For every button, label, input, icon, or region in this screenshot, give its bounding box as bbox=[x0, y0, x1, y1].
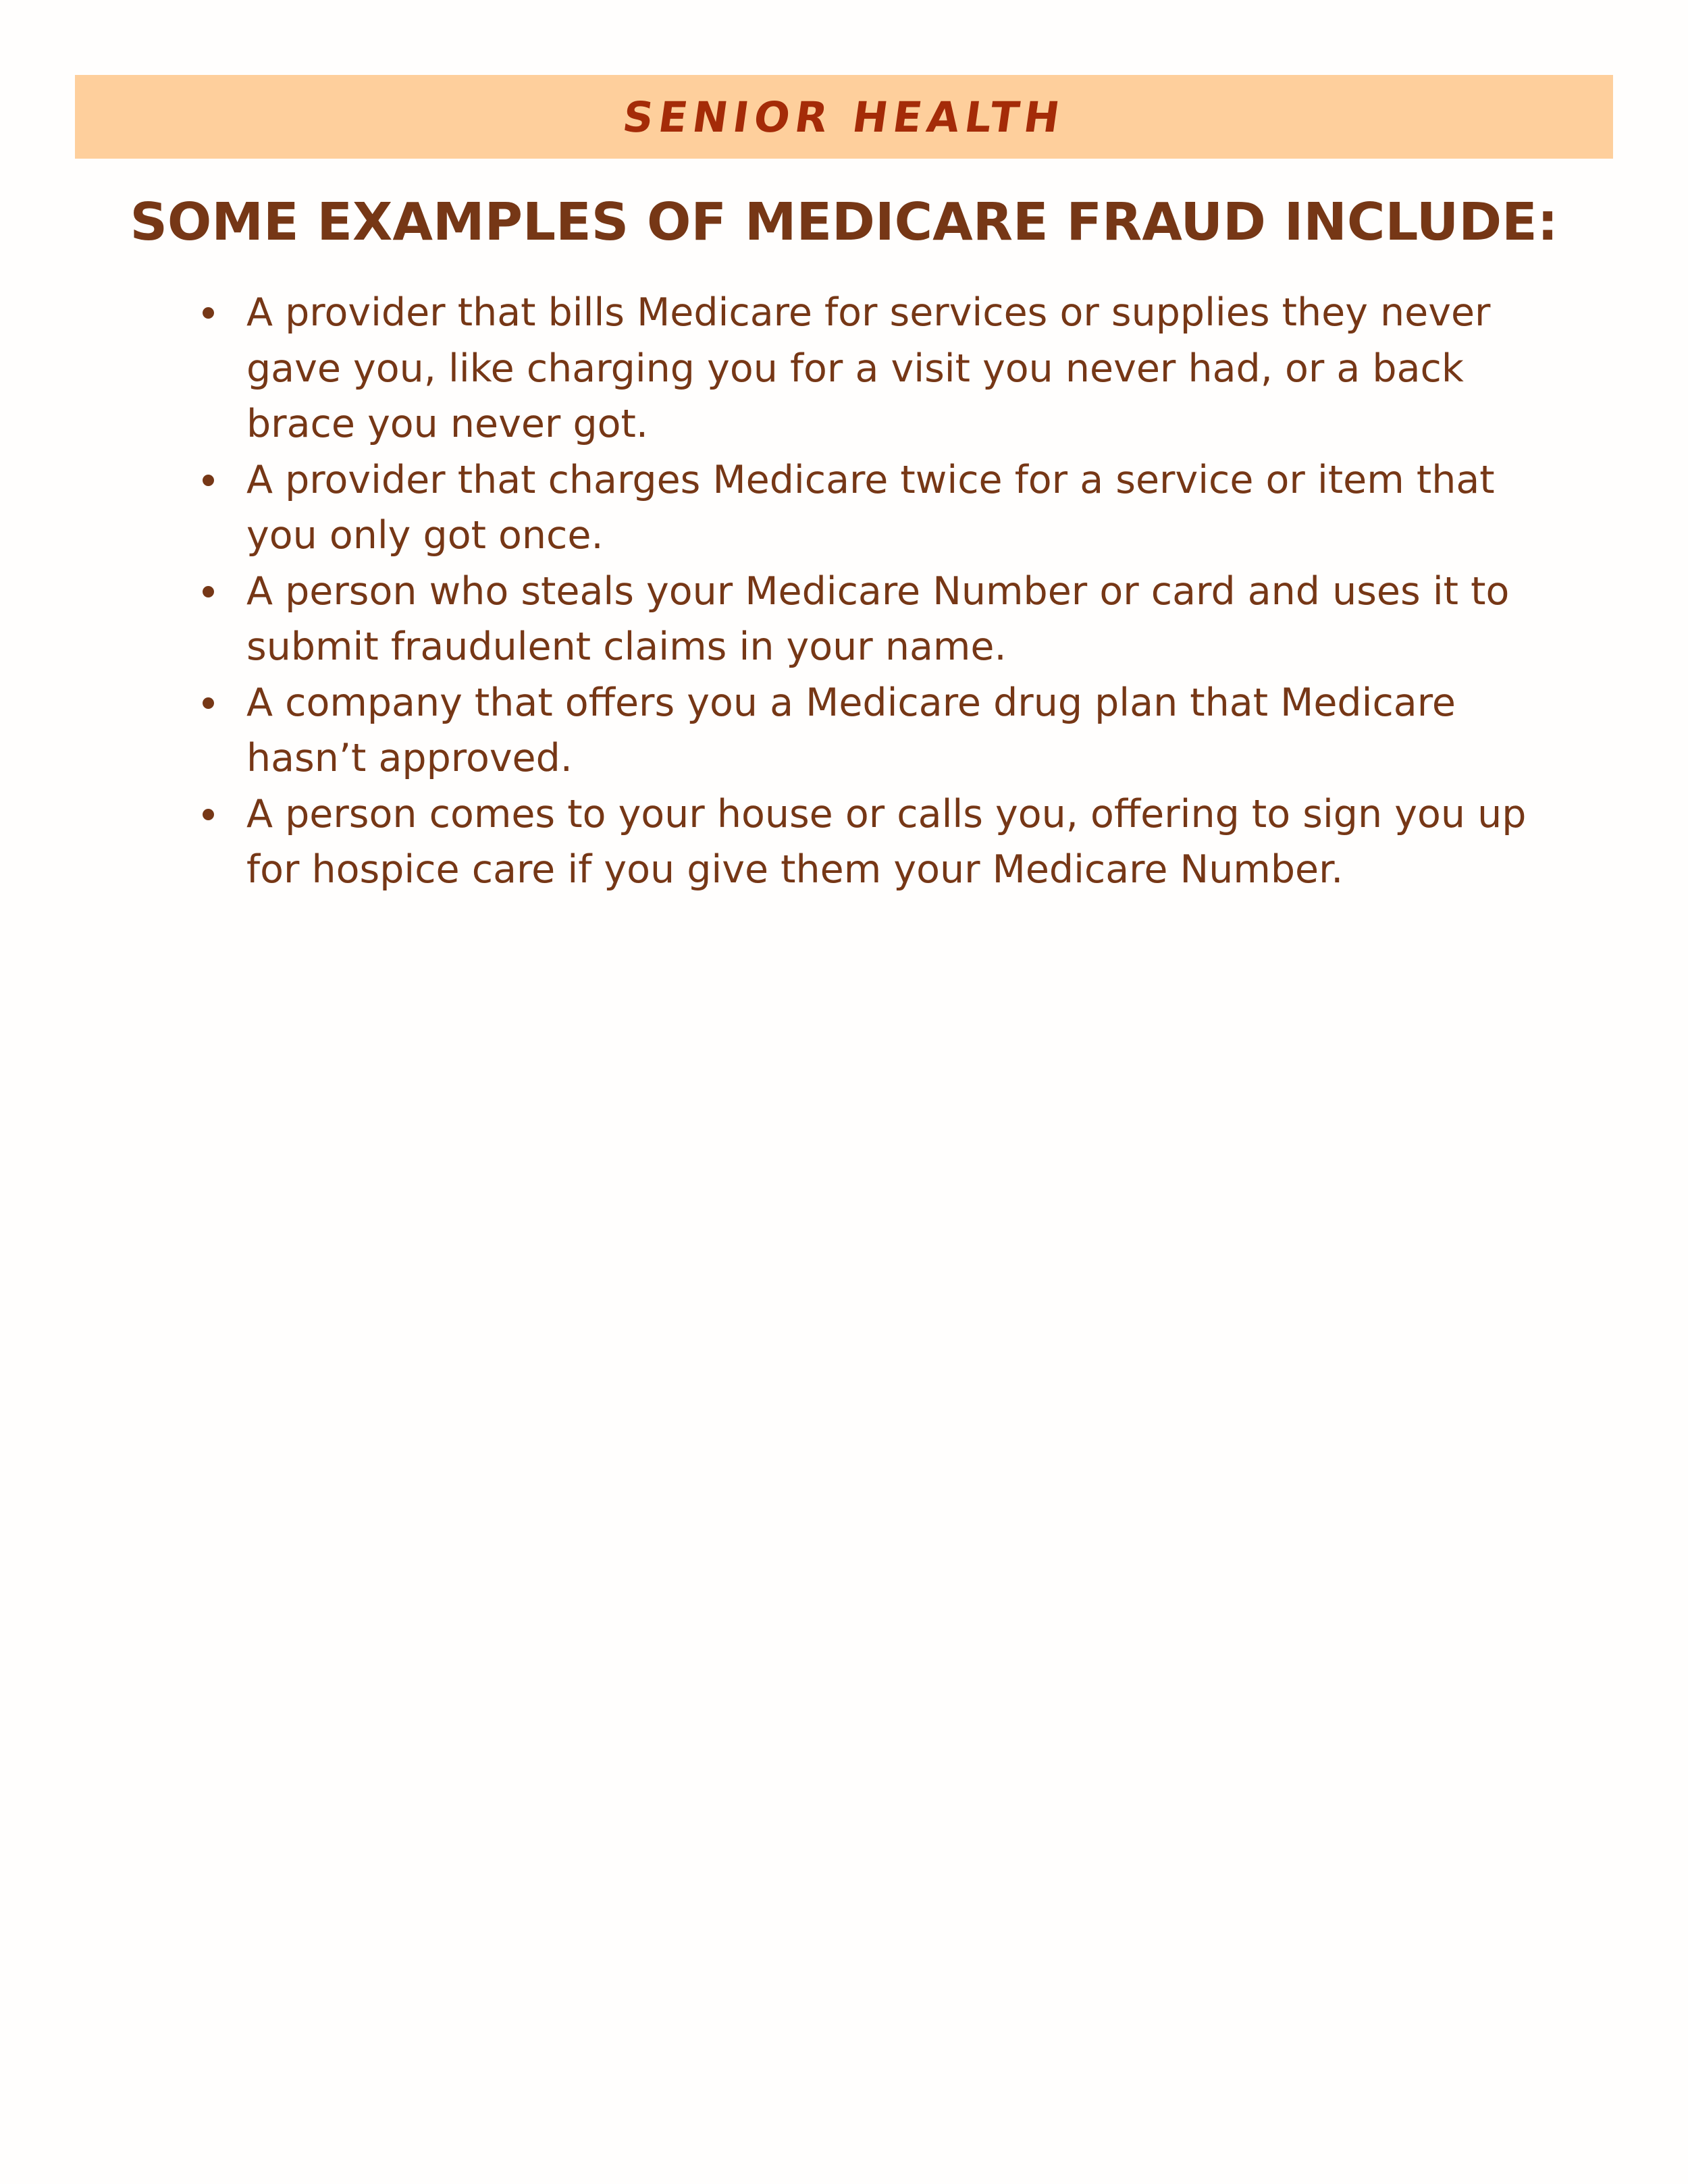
bullet-icon bbox=[203, 586, 214, 597]
list-item-text: A company that offers you a Medicare drug plan that Medicare hasn’t approved. bbox=[246, 680, 1456, 780]
list-item bbox=[246, 452, 1529, 564]
header-banner bbox=[75, 75, 1613, 159]
list-item bbox=[246, 285, 1529, 452]
bullet-icon bbox=[203, 475, 214, 486]
bullet-icon bbox=[203, 809, 214, 820]
list-item bbox=[246, 564, 1529, 675]
list-item-text: A provider that bills Medicare for services or supplies they never gave you, like charging you for a visit you never had, or a back brace you never got. bbox=[246, 290, 1491, 446]
banner-title: SENIOR HEALTH bbox=[620, 92, 1068, 142]
list-item-text: A provider that charges Medicare twice for a service or item that you only got once. bbox=[246, 457, 1495, 558]
list-item-text: A person who steals your Medicare Number or card and uses it to submit fraudulent claims in your name. bbox=[246, 568, 1510, 669]
list-item bbox=[246, 675, 1529, 787]
fraud-examples-list bbox=[246, 285, 1529, 898]
list-item bbox=[246, 787, 1529, 898]
list-item-text: A person comes to your house or calls you, offering to sign you up for hospice care if you give them your Medicare Number. bbox=[246, 791, 1527, 892]
bullet-icon bbox=[203, 307, 214, 319]
bullet-icon bbox=[203, 697, 214, 709]
page-title: SOME EXAMPLES OF MEDICARE FRAUD INCLUDE: bbox=[130, 192, 1558, 252]
